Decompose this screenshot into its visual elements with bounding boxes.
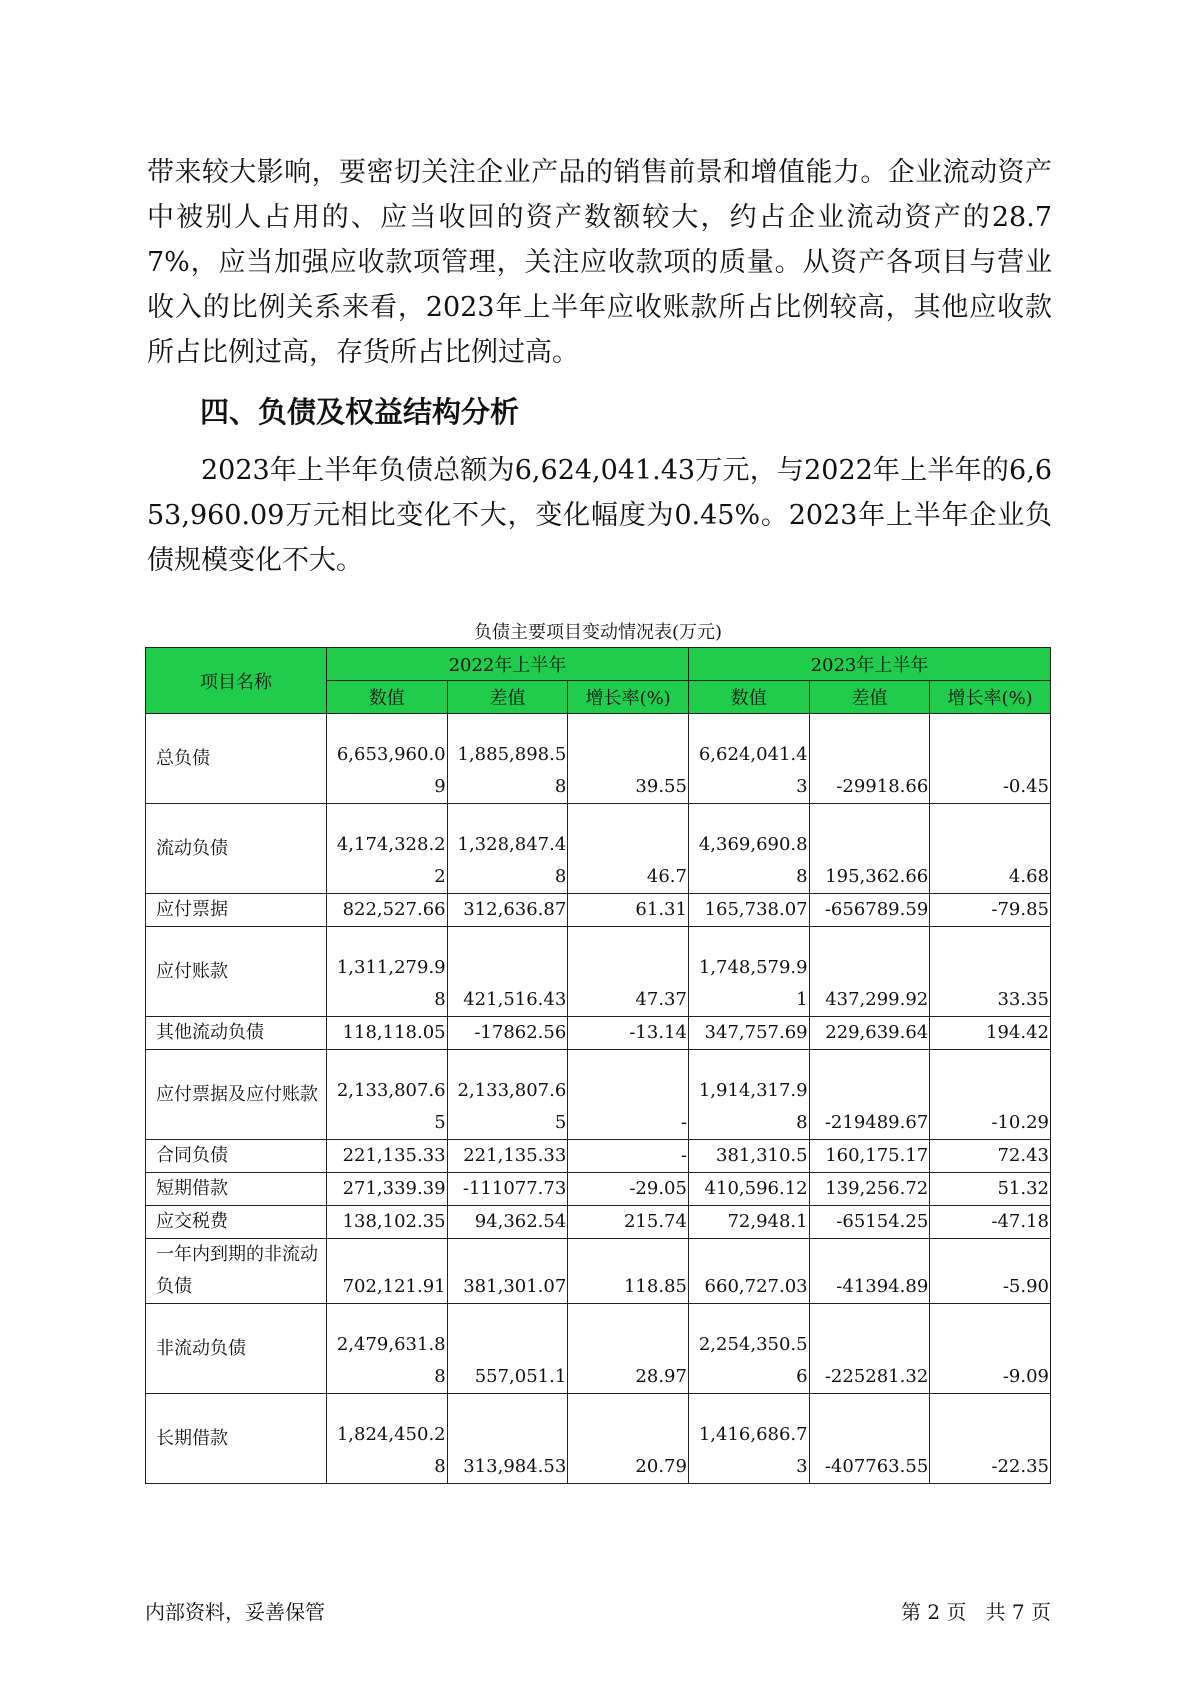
cell-v1: 2,479,631.88 (326, 1304, 447, 1394)
cell-v2: 4,369,690.88 (688, 804, 809, 894)
cell-r1: 47.37 (568, 927, 689, 1017)
header-diff-2023: 差值 (809, 681, 930, 714)
cell-r1: -29.05 (568, 1173, 689, 1206)
cell-v2: 6,624,041.43 (688, 714, 809, 804)
header-value-2023: 数值 (688, 681, 809, 714)
table-row (146, 1050, 1051, 1140)
cell-r2: -0.45 (930, 714, 1051, 804)
row-item-name: 流动负债 (146, 804, 327, 894)
cell-d2: 195,362.66 (809, 804, 930, 894)
cell-r1: 28.97 (568, 1304, 689, 1394)
cell-v2: 2,254,350.56 (688, 1304, 809, 1394)
cell-r1: 46.7 (568, 804, 689, 894)
cell-v2: 381,310.5 (688, 1140, 809, 1173)
cell-v1: 271,339.39 (326, 1173, 447, 1206)
cell-d1: -17862.56 (447, 1017, 568, 1050)
cell-d1: 1,885,898.58 (447, 714, 568, 804)
row-item-name: 应付票据及应付账款 (146, 1050, 327, 1140)
row-item-name: 一年内到期的非流动负债 (146, 1239, 327, 1304)
cell-r1: - (568, 1140, 689, 1173)
cell-r2: -47.18 (930, 1206, 1051, 1239)
cell-d1: -111077.73 (447, 1173, 568, 1206)
cell-d1: 313,984.53 (447, 1394, 568, 1484)
cell-r1: 118.85 (568, 1239, 689, 1304)
cell-v2: 1,416,686.73 (688, 1394, 809, 1484)
cell-d2: 160,175.17 (809, 1140, 930, 1173)
row-item-name: 非流动负债 (146, 1304, 327, 1394)
header-group-2022: 2022年上半年 (326, 648, 688, 681)
cell-v2: 165,738.07 (688, 894, 809, 927)
cell-v1: 118,118.05 (326, 1017, 447, 1050)
cell-r2: -5.90 (930, 1239, 1051, 1304)
cell-r2: -79.85 (930, 894, 1051, 927)
cell-r1: 20.79 (568, 1394, 689, 1484)
cell-r1: 215.74 (568, 1206, 689, 1239)
cell-d2: -656789.59 (809, 894, 930, 927)
cell-r2: 194.42 (930, 1017, 1051, 1050)
table-body (146, 714, 1051, 1484)
cell-v1: 6,653,960.09 (326, 714, 447, 804)
table-row (146, 927, 1051, 1017)
cell-v1: 1,311,279.98 (326, 927, 447, 1017)
header-item-name: 项目名称 (146, 648, 327, 714)
cell-r1: 61.31 (568, 894, 689, 927)
header-rate-2022: 增长率(%) (568, 681, 689, 714)
cell-d1: 221,135.33 (447, 1140, 568, 1173)
cell-d1: 557,051.1 (447, 1304, 568, 1394)
cell-v2: 660,727.03 (688, 1239, 809, 1304)
cell-d2: -41394.89 (809, 1239, 930, 1304)
cell-v2: 1,748,579.91 (688, 927, 809, 1017)
cell-r1: -13.14 (568, 1017, 689, 1050)
row-item-name: 其他流动负债 (146, 1017, 327, 1050)
table-row (146, 1239, 1051, 1304)
table-row (146, 1017, 1051, 1050)
table-row (146, 1304, 1051, 1394)
cell-r2: -10.29 (930, 1050, 1051, 1140)
table-row (146, 714, 1051, 804)
cell-r1: - (568, 1050, 689, 1140)
cell-d2: -407763.55 (809, 1394, 930, 1484)
cell-v2: 410,596.12 (688, 1173, 809, 1206)
row-item-name: 应付账款 (146, 927, 327, 1017)
cell-r1: 39.55 (568, 714, 689, 804)
cell-v2: 72,948.1 (688, 1206, 809, 1239)
cell-r2: -22.35 (930, 1394, 1051, 1484)
cell-v1: 702,121.91 (326, 1239, 447, 1304)
row-item-name: 应交税费 (146, 1206, 327, 1239)
cell-v1: 221,135.33 (326, 1140, 447, 1173)
row-item-name: 合同负债 (146, 1140, 327, 1173)
header-value-2022: 数值 (326, 681, 447, 714)
cell-v2: 1,914,317.98 (688, 1050, 809, 1140)
cell-d1: 421,516.43 (447, 927, 568, 1017)
table-row (146, 1206, 1051, 1239)
table-row (146, 1140, 1051, 1173)
section-paragraph: 2023年上半年负债总额为6,624,041.43万元，与2022年上半年的6,653,960.09万元相比变化不大，变化幅度为0.45%。2023年上半年企业负债规模变化不大。 (147, 455, 1052, 576)
cell-d2: 139,256.72 (809, 1173, 930, 1206)
table-row (146, 894, 1051, 927)
header-diff-2022: 差值 (447, 681, 568, 714)
cell-v1: 822,527.66 (326, 894, 447, 927)
cell-r2: 33.35 (930, 927, 1051, 1017)
cell-r2: 72.43 (930, 1140, 1051, 1173)
row-item-name: 短期借款 (146, 1173, 327, 1206)
cell-v1: 2,133,807.65 (326, 1050, 447, 1140)
cell-r2: 51.32 (930, 1173, 1051, 1206)
table-row (146, 804, 1051, 894)
footer-page-number: 第 2 页 共 7 页 (901, 1600, 1051, 1624)
cell-d2: 437,299.92 (809, 927, 930, 1017)
table-header (146, 648, 1051, 714)
cell-d1: 2,133,807.65 (447, 1050, 568, 1140)
cell-d1: 1,328,847.48 (447, 804, 568, 894)
cell-r2: -9.09 (930, 1304, 1051, 1394)
row-item-name: 长期借款 (146, 1394, 327, 1484)
intro-paragraph: 带来较大影响，要密切关注企业产品的销售前景和增值能力。企业流动资产中被别人占用的、应当收回的资产数额较大，约占企业流动资产的28.77%，应当加强应收款项管理，关注应收款项的质量。从资产各项目与营业收入的比例关系来看，2023年上半年应收账款所占比例较高，其他应收款所占比例过高，存货所占比例过高。 (147, 157, 1052, 368)
row-item-name: 总负债 (146, 714, 327, 804)
cell-v2: 347,757.69 (688, 1017, 809, 1050)
cell-d2: -65154.25 (809, 1206, 930, 1239)
cell-d1: 381,301.07 (447, 1239, 568, 1304)
cell-v1: 4,174,328.22 (326, 804, 447, 894)
table-row (146, 1173, 1051, 1206)
header-group-2023: 2023年上半年 (688, 648, 1050, 681)
cell-d2: -225281.32 (809, 1304, 930, 1394)
liabilities-table (145, 647, 1051, 1484)
header-rate-2023: 增长率(%) (930, 681, 1051, 714)
cell-d2: 229,639.64 (809, 1017, 930, 1050)
table-caption: 负债主要项目变动情况表(万元) (473, 622, 723, 643)
cell-v1: 1,824,450.28 (326, 1394, 447, 1484)
footer-confidential-note: 内部资料，妥善保管 (145, 1600, 325, 1624)
cell-d2: -219489.67 (809, 1050, 930, 1140)
table-row (146, 1394, 1051, 1484)
section-heading: 四、负债及权益结构分析 (200, 395, 520, 429)
cell-r2: 4.68 (930, 804, 1051, 894)
row-item-name: 应付票据 (146, 894, 327, 927)
cell-d1: 312,636.87 (447, 894, 568, 927)
cell-d2: -29918.66 (809, 714, 930, 804)
cell-d1: 94,362.54 (447, 1206, 568, 1239)
cell-v1: 138,102.35 (326, 1206, 447, 1239)
